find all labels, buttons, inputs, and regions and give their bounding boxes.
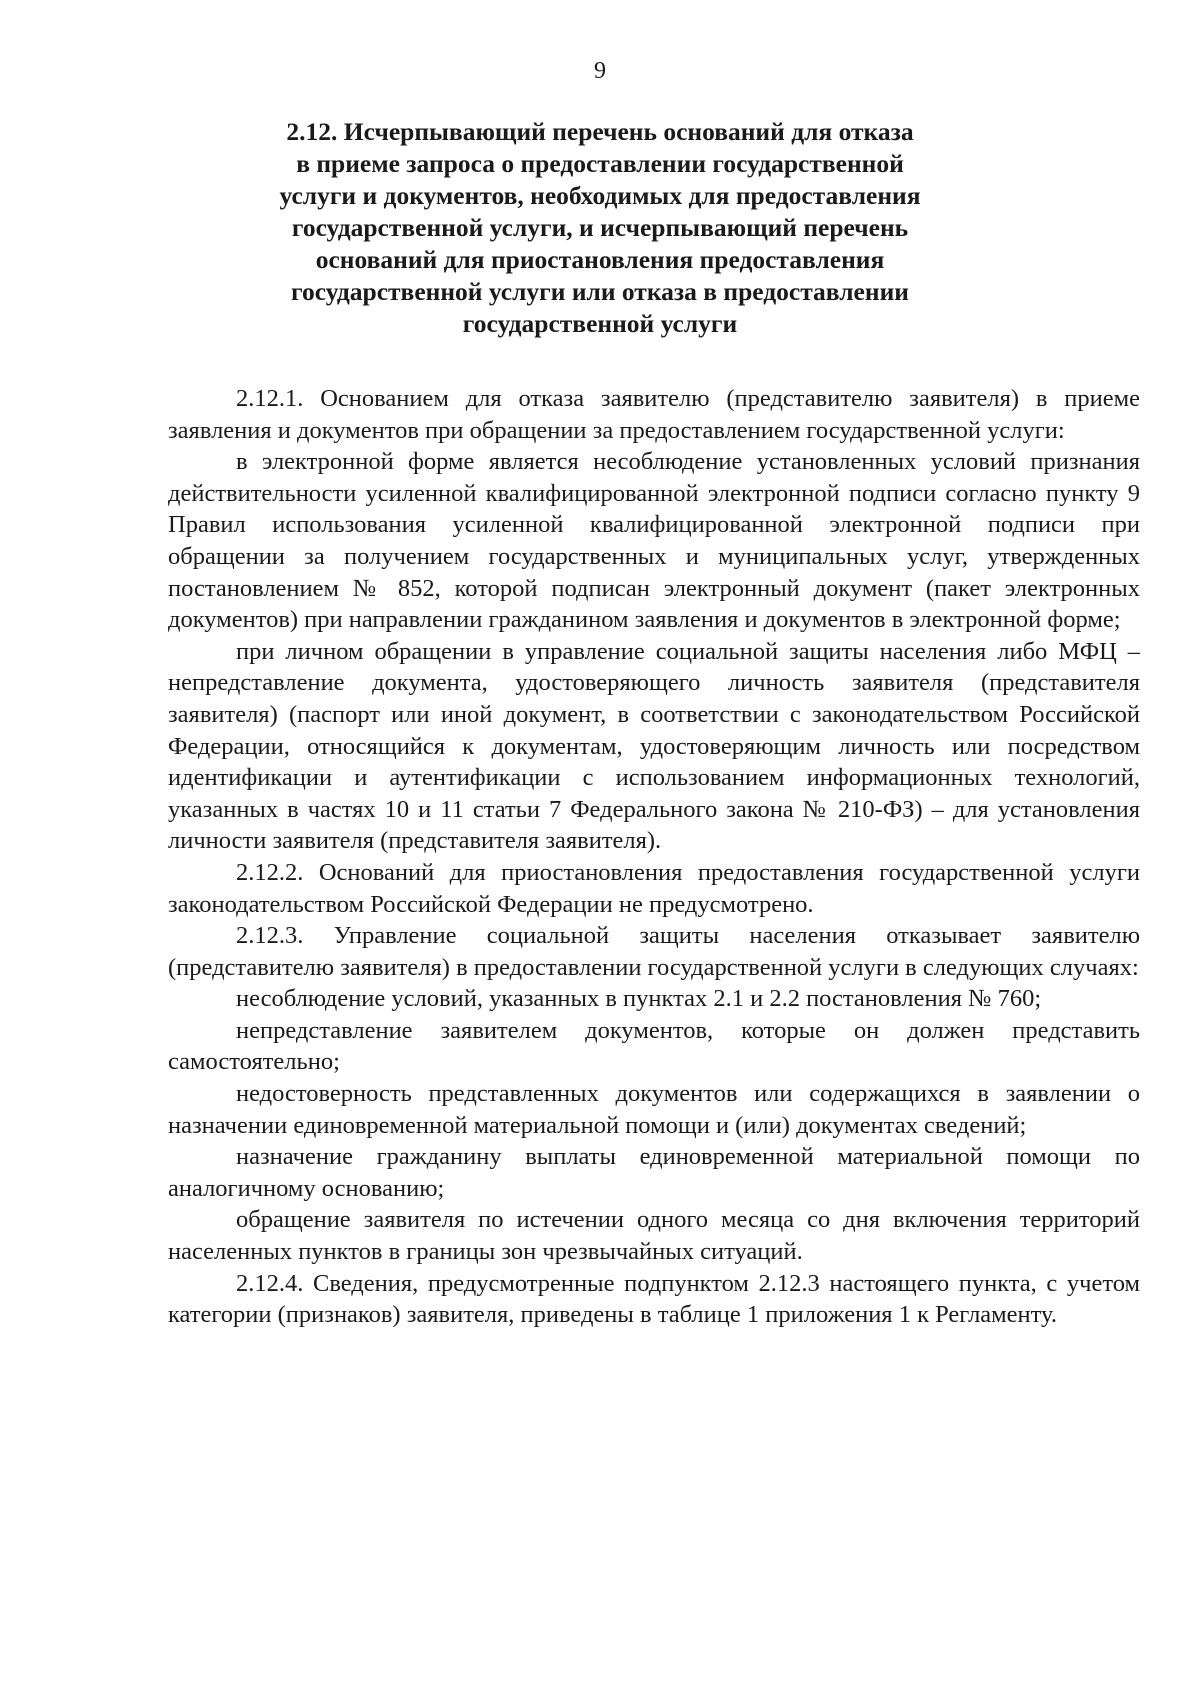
paragraph-2-12-3: 2.12.3. Управление социальной защиты населения отказывает заявителю (представителю заявителя) в предоставлении государственной услуги в следующих случаях: xyxy=(168,922,1140,981)
paragraph-2-12-2: 2.12.2. Оснований для приостановления предоставления государственной услуги законодательством Российской Федерации не предусмотрено. xyxy=(168,858,1140,918)
heading-line: в приеме запроса о предоставлении государственной xyxy=(296,149,904,178)
paragraph-electronic-form: в электронной форме является несоблюдение установленных условий признания действительности усиленной квалифицированной электронной подписи согласно пункту 9 Правил использования усиленной квалифицированной электронной подписи при обращении за получением государственных и муниципальных услуг, утвержденных постановлением № 852, которой подписан электронный документ (пакет электронных документов) при направлении гражданином заявления и документов в электронной форме; xyxy=(168,448,1140,634)
page-number: 9 xyxy=(594,58,606,84)
heading-line: услуги и документов, необходимых для предоставления xyxy=(279,181,921,210)
list-item-deadline: обращение заявителя по истечении одного месяца со дня включения территорий населенных пунктов в границы зон чрезвычайных ситуаций. xyxy=(168,1206,1140,1266)
list-item-duplicate: назначение гражданину выплаты единовременной материальной помощи по аналогичному основанию; xyxy=(168,1143,1140,1202)
heading-line: государственной услуги, и исчерпывающий перечень xyxy=(291,213,909,242)
paragraph-personal-visit: при личном обращении в управление социальной защиты населения либо МФЦ – непредставление документа, удостоверяющего личность заявителя (представителя заявителя) (паспорт или иной документ, в соответствии с законодательством Российской Федерации, относящийся к документам, удостоверяющим личность или посредством идентификации и аутентификации с использованием информационных технологий, указанных в частях 10 и 11 статьи 7 Федерального закона № 210-ФЗ) – для установления личности заявителя (представителя заявителя). xyxy=(168,637,1140,855)
list-item-false-info: недостоверность представленных документов или содержащихся в заявлении о назначении единовременной материальной помощи и (или) документах сведений; xyxy=(168,1080,1140,1139)
heading-line: государственной услуги или отказа в предоставлении xyxy=(291,277,909,306)
heading-line: оснований для приостановления предоставления xyxy=(315,245,885,274)
list-item-documents: непредставление заявителем документов, которые он должен представить самостоятельно; xyxy=(168,1016,1140,1076)
paragraph-2-12-4: 2.12.4. Сведения, предусмотренные подпунктом 2.12.3 настоящего пункта, с учетом категории (признаков) заявителя, приведены в таблице 1 приложения 1 к Регламенту. xyxy=(168,1269,1140,1329)
heading-line: государственной услуги xyxy=(462,309,738,338)
document-body xyxy=(168,383,1140,1331)
paragraph-2-12-1: 2.12.1. Основанием для отказа заявителю (представителю заявителя) в приеме заявления и документов при обращении за предоставлением государственной услуги: xyxy=(168,385,1140,444)
list-item-conditions: несоблюдение условий, указанных в пунктах 2.1 и 2.2 постановления № 760; xyxy=(236,985,1042,1013)
heading-line: 2.12. Исчерпывающий перечень оснований для отказа xyxy=(286,117,914,146)
section-heading xyxy=(230,116,970,340)
